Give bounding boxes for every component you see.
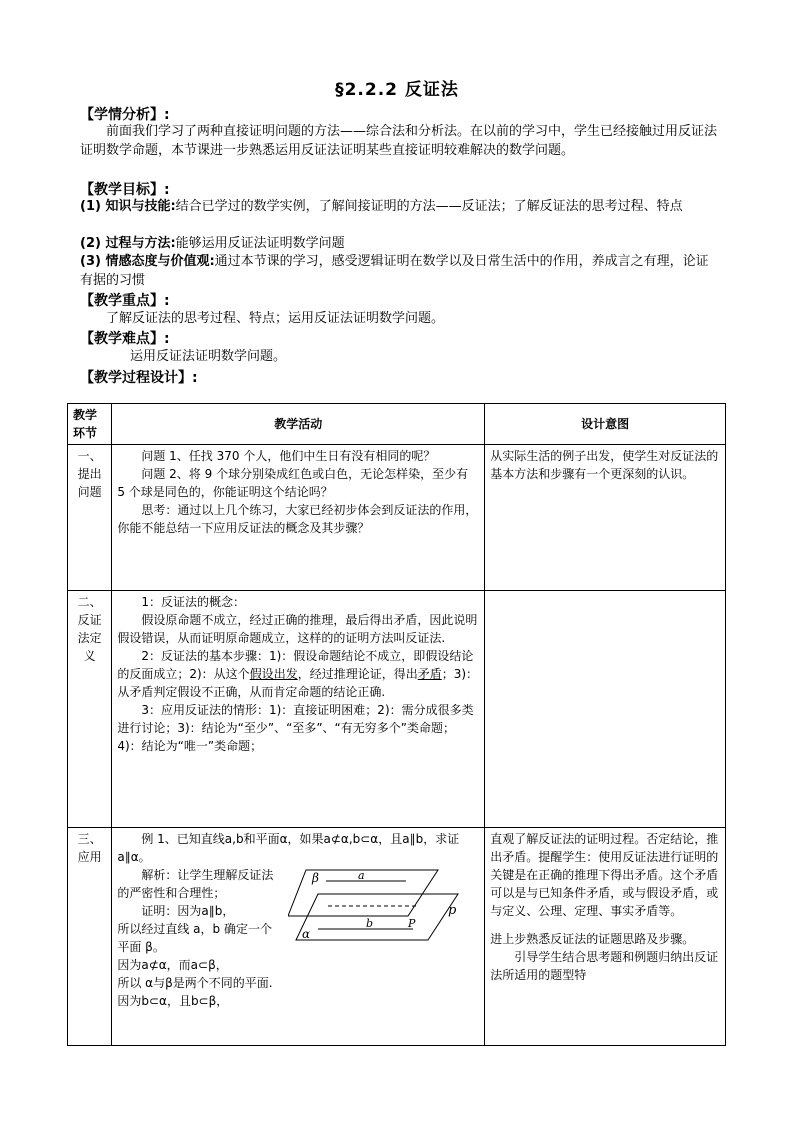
label-beta: β [312, 871, 320, 885]
difficulty-text: 运用反证法证明数学问题。 [130, 349, 287, 364]
goal-1 [80, 197, 720, 216]
analysis-heading: 【学情分析】: [80, 107, 170, 123]
table-row [68, 828, 726, 1046]
lesson-table [67, 403, 726, 1046]
activity-cell [112, 591, 485, 828]
step-text: 2：反证法的基本步骤：1)：假设命题结论不成立，即假设结论的反面成立；2)：从这个 [117, 649, 474, 681]
step-text: ；3)：从矛盾判定假设不正确，从而肯定命题的结论正确. [117, 667, 479, 699]
activity-line [117, 647, 479, 701]
intent-cell [485, 445, 726, 591]
analysis-text: 前面我们学习了两种直接证明问题的方法——综合法和分析法。在以前的学习中，学生已经接触过用反证法证明数学命题，本节课进一步熟悉运用反证法证明某些直接证明较难解决的数学问题。 [80, 124, 718, 158]
key-text: 了解反证法的思考过程、特点；运用反证法证明数学问题。 [106, 311, 445, 326]
goals-heading: 【教学目标】: [80, 182, 170, 198]
label-b: b [366, 917, 374, 930]
stage-cell: 二、反证法定义 [68, 591, 112, 828]
table-header-row [68, 404, 726, 445]
table-row [68, 591, 726, 828]
activity-cell [112, 828, 485, 1046]
table-row [68, 445, 726, 591]
underlined-term: 矛盾 [417, 667, 442, 681]
activity-line: 问题 2、将 9 个球分别染成红色或白色，无论怎样染，至少有 5 个球是同色的，你能证明这个结论吗？ [117, 467, 469, 499]
key-heading: 【教学重点】: [80, 293, 170, 309]
example-body [117, 866, 479, 956]
activity-line: 1：反证法的概念： [141, 595, 245, 609]
intent-text: 从实际生活的例子出发，使学生对反证法的基本方法和步骤有一个更深刻的认识。 [490, 449, 719, 481]
label-p: p [448, 903, 457, 918]
activity-line: 假设原命题不成立，经过正确的推理，最后得出矛盾，因此说明假设错误，从而证明原命题成立，这样的的证明方法叫反证法. [117, 613, 478, 645]
intent-cell [485, 591, 726, 828]
stage-cell: 一、提出问题 [68, 445, 112, 591]
label-a: a [358, 869, 365, 882]
intent-text: 直观了解反证法的证明过程。否定结论，推出矛盾。提醒学生：使用反证法进行证明的关键是在正确的推理下得出矛盾。这个矛盾可以是与已知条件矛盾，或与假设矛盾，或与定义、公理、定理、事实矛盾等。 [490, 832, 719, 918]
stage-cell: 三、应用 [68, 828, 112, 1046]
proof-text [117, 866, 282, 956]
activity-line: 所以经过直线 a，b 确定一个平面 β。 [117, 922, 272, 954]
goal-2 [80, 234, 720, 253]
activity-cell [112, 445, 485, 591]
activity-line: 问题 1、任找 370 个人，他们中生日有没有相同的呢？ [141, 449, 436, 463]
page-title: §2.2.2 反证法 [335, 80, 459, 100]
label-P: P [408, 917, 416, 930]
goal-3 [80, 252, 720, 290]
underlined-term: 假设出发 [249, 667, 298, 681]
activity-line: 思考：通过以上几个练习，大家已经初步体会到反证法的作用，你能不能总结一下应用反证法的概念及其步骤？ [117, 503, 478, 535]
intent-text: 进上步熟悉反证法的证题思路及步骤。 [490, 932, 695, 946]
intent-cell [485, 828, 726, 1046]
activity-line: 因为a⊄α，而a⊂β， [117, 958, 228, 972]
planes-figure [288, 866, 464, 946]
difficulty-heading: 【教学难点】: [80, 331, 170, 347]
goal-2-label: (2) 过程与方法: [80, 236, 176, 251]
activity-line: 3：应用反证法的情形：1)：直接证明困难；2)：需分成很多类进行讨论；3)：结论为“至少”、“至多”、“有无穷多个”类命题；4)：结论为“唯一”类命题； [117, 703, 474, 753]
goal-2-text: 能够运用反证法证明数学问题 [175, 236, 345, 251]
header-stage: 教学环节 [68, 404, 112, 445]
activity-line: 例 1、已知直线a,b和平面α，如果a⊄α,b⊂α，且a∥b，求证a∥α。 [117, 832, 460, 864]
goal-1-text: 结合已学过的数学实例，了解间接证明的方法——反证法；了解反证法的思考过程、特点 [175, 199, 683, 214]
process-heading: 【教学过程设计】: [80, 370, 198, 386]
goal-3-text: 通过本节课的学习，感受逻辑证明在数学以及日常生活中的作用，养成言之有理，论证有据的习惯 [80, 254, 709, 288]
intent-text: 引导学生结合思考题和例题归纳出反证法所适用的题型特 [490, 950, 719, 982]
step-text: ，经过推理论证，得出 [297, 667, 418, 681]
activity-line: 所以 α与β是两个不同的平面. [117, 976, 273, 990]
activity-line: 解析：让学生理解反证法的严密性和合理性； [117, 868, 274, 900]
activity-line: 证明：因为a∥b， [141, 904, 235, 918]
activity-line: 因为b⊂α，且b⊂β， [117, 994, 229, 1008]
goal-1-label: (1) 知识与技能: [80, 199, 176, 214]
label-alpha: α [302, 927, 311, 941]
header-activity: 教学活动 [112, 404, 485, 445]
header-intent: 设计意图 [485, 404, 726, 445]
goal-3-label: (3) 情感态度与价值观: [80, 254, 215, 269]
